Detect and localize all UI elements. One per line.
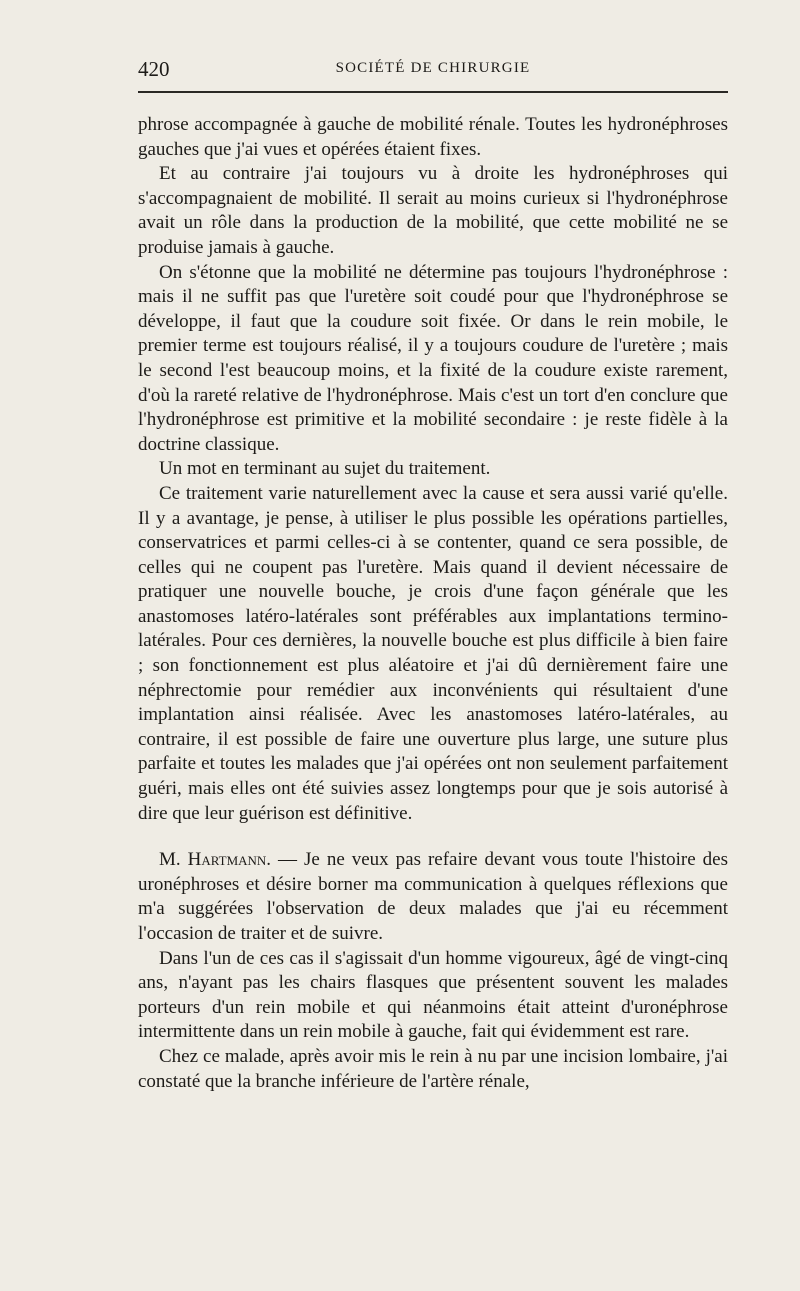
paragraph-gap [138, 826, 728, 848]
header-rule [138, 91, 728, 93]
page-header [138, 57, 728, 83]
paragraph: Ce traitement varie naturellement avec la cause et sera aussi varié qu'elle. Il y a avantage, je pense, à utiliser le plus possible les opérations partielles, conservatrices et parmi celles-ci à se contenter, quand ce sera possible, de celles qui ne coupent pas l'uretère. Mais quand il devient nécessaire de pratiquer une nouvelle bouche, je crois d'une façon générale que les anastomoses latéro-latérales sont préférables aux implantations termino-latérales. Pour ces dernières, la nouvelle bouche est plus difficile à bien faire ; son fonctionnement est plus aléatoire et j'ai dû dernièrement faire une néphrectomie pour remédier aux inconvénients qui résultaient d'une implantation ainsi réalisée. Avec les anastomoses latéro-latérales, au contraire, il est possible de faire une ouverture plus large, une suture plus parfaite et toutes les malades que j'ai opérées ont non seulement parfaitement guéri, mais elles ont été suivies assez longtemps pour que je sois autorisé à dire que leur guérison est définitive. [138, 482, 728, 824]
paragraph: Un mot en terminant au sujet du traitement. [159, 458, 491, 480]
speaker-paragraph [138, 848, 728, 946]
paragraph-continued: phrose accompagnée à gauche de mobilité rénale. Toutes les hydronéphroses gauches que j'ai vues et opérées étaient fixes. [138, 114, 728, 160]
paragraph: Et au contraire j'ai toujours vu à droite les hydronéphroses qui s'accompagnaient de mobilité. Il serait au moins curieux si l'hydronéphrose avait un rôle dans la production de la mobilité, que cette mobilité ne se produise jamais à gauche. [138, 163, 728, 258]
paragraph: Dans l'un de ces cas il s'agissait d'un homme vigoureux, âgé de vingt-cinq ans, n'ayant pas les chairs flasques que présentent souvent les malades porteurs d'un rein mobile et qui néanmoins était atteint d'uronéphrose intermittente dans un rein mobile à gauche, fait qui évidemment est rare. [138, 947, 728, 1043]
page-number: 420 [138, 57, 170, 81]
paragraph: Chez ce malade, après avoir mis le rein à nu par une incision lombaire, j'ai constaté que la branche inférieure de l'artère rénale, [138, 1045, 728, 1092]
body-text [138, 113, 728, 1094]
paragraph: On s'étonne que la mobilité ne détermine pas toujours l'hydronéphrose : mais il ne suffit pas que l'uretère soit coudé pour que l'hydronéphrose se développe, il faut que la coudure soit fixée. Or dans le rein mobile, le premier terme est toujours réalisé, il y a toujours coudure de l'uretère ; mais le second l'est beaucoup moins, et la fixité de la coudure existe rarement, d'où la rareté relative de l'hydronéphrose. Mais c'est un tort d'en conclure que l'hydronéphrose est primitive et la mobilité secondaire : je reste fidèle à la doctrine classique. [138, 261, 728, 455]
running-title: SOCIÉTÉ DE CHIRURGIE [335, 60, 531, 76]
speaker-name: Hartmann. [187, 849, 272, 871]
speaker-prefix: M. [159, 849, 181, 871]
speaker-text: — Je ne veux pas refaire devant vous toute l'histoire des uronéphroses et désire borner ma communication à quelques réflexions que m'a suggérées l'observation de deux malades que j'ai eu récemment l'occasion de traiter et de suivre. [138, 849, 728, 944]
